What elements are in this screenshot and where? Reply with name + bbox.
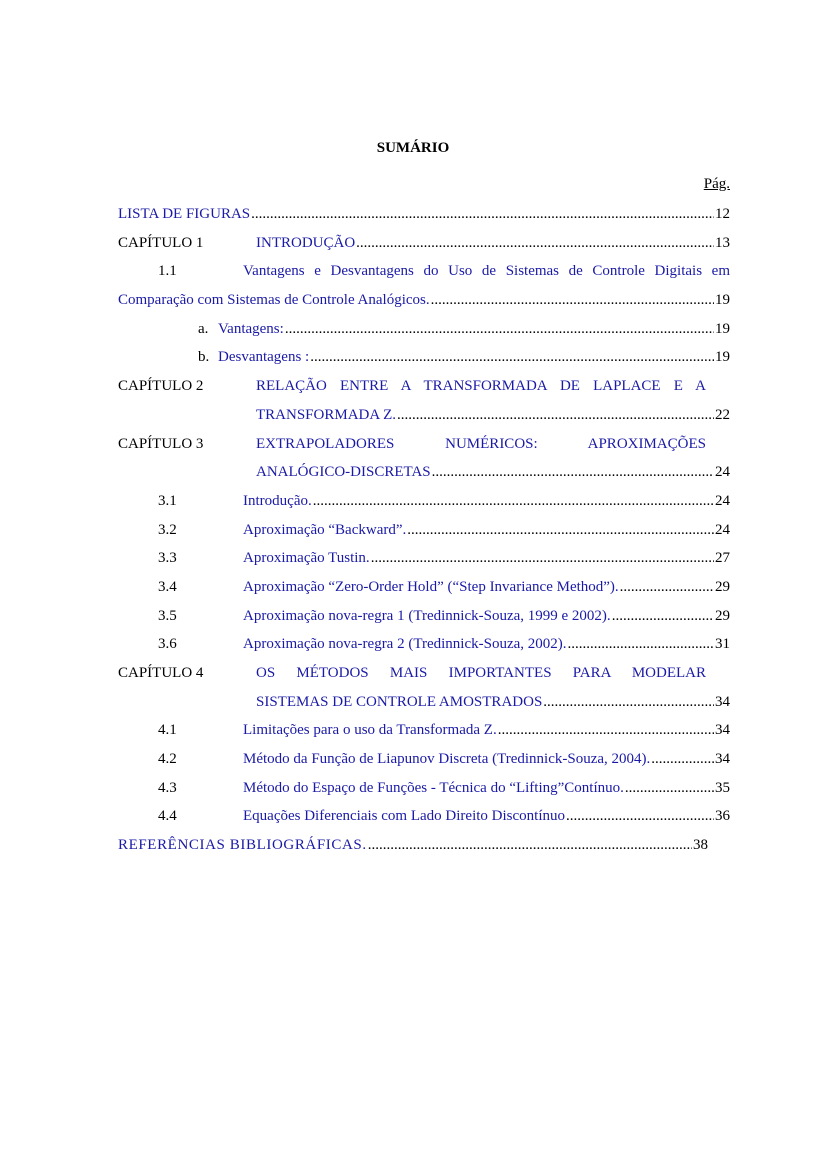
leader-dots xyxy=(251,200,714,229)
toc-link[interactable]: SISTEMAS DE CONTROLE AMOSTRADOS xyxy=(256,693,543,710)
toc-section-number: 3.5 xyxy=(158,607,177,624)
toc-entry-capitulo-4 xyxy=(118,659,730,688)
toc-entry-vantagens xyxy=(118,315,730,344)
toc-entry-capitulo-3 xyxy=(118,430,730,459)
toc-page-number: 34 xyxy=(715,751,730,768)
toc-link[interactable]: REFERÊNCIAS BIBLIOGRÁFICAS. xyxy=(118,837,367,854)
leader-dots xyxy=(620,573,714,602)
toc-page-number: 38 xyxy=(693,837,708,854)
page-title: SUMÁRIO xyxy=(376,140,450,156)
toc-link[interactable]: TRANSFORMADA Z. xyxy=(256,406,397,423)
toc-page-number: 19 xyxy=(715,292,730,309)
toc-entry-capitulo-4-continued xyxy=(118,688,730,717)
toc-link[interactable]: Desvantagens : xyxy=(218,349,310,366)
toc-entry-capitulo-1 xyxy=(118,229,730,258)
toc-item-letter: b. xyxy=(198,349,210,366)
leader-dots xyxy=(397,401,714,430)
toc-entry-4-1 xyxy=(118,716,730,745)
toc-entry-3-2 xyxy=(118,516,730,545)
toc-link[interactable]: Aproximação “Backward”. xyxy=(243,521,407,538)
toc-section-number: 4.2 xyxy=(158,751,177,768)
toc-entry-3-6 xyxy=(118,630,730,659)
toc-link[interactable]: EXTRAPOLADORES NUMÉRICOS: APROXIMAÇÕES xyxy=(256,435,706,452)
toc-entry-3-5 xyxy=(118,602,730,631)
leader-dots xyxy=(310,343,714,372)
toc-section-number: 3.3 xyxy=(158,550,177,567)
table-of-contents xyxy=(118,200,730,860)
toc-chapter-number: CAPÍTULO 3 xyxy=(118,435,204,452)
toc-section-number: 4.3 xyxy=(158,779,177,796)
toc-entry-3-4 xyxy=(118,573,730,602)
toc-link[interactable]: Introdução. xyxy=(243,492,312,509)
toc-entry-3-3 xyxy=(118,544,730,573)
leader-dots xyxy=(371,544,714,573)
toc-section-number: 3.6 xyxy=(158,636,177,653)
leader-dots xyxy=(285,315,714,344)
toc-section-number: 3.2 xyxy=(158,521,177,538)
leader-dots xyxy=(568,630,714,659)
toc-chapter-number: CAPÍTULO 4 xyxy=(118,665,204,681)
leader-dots xyxy=(651,745,714,774)
toc-page-number: 34 xyxy=(715,722,730,739)
toc-section-number: 4.4 xyxy=(158,808,177,825)
toc-page-number: 13 xyxy=(715,234,730,251)
toc-entry-capitulo-2-continued xyxy=(118,401,730,430)
toc-page-number: 31 xyxy=(715,636,730,653)
toc-link[interactable]: Comparação com Sistemas de Controle Analógicos. xyxy=(118,292,430,309)
toc-link[interactable]: ANALÓGICO-DISCRETAS xyxy=(256,464,431,481)
leader-dots xyxy=(313,487,714,516)
toc-section-number: 4.1 xyxy=(158,722,177,739)
toc-page-number: 24 xyxy=(715,521,730,538)
toc-page-number: 19 xyxy=(715,320,730,337)
toc-page-number: 24 xyxy=(715,464,730,481)
toc-page-number: 34 xyxy=(715,693,730,710)
toc-entry-referencias xyxy=(118,831,730,860)
page-column-label: Pág. xyxy=(703,176,730,192)
toc-link[interactable]: Vantagens e Desvantagens do Uso de Sistemas de Controle Digitais em xyxy=(243,263,730,280)
toc-chapter-number: CAPÍTULO 2 xyxy=(118,378,204,395)
toc-link[interactable]: Aproximação Tustin. xyxy=(243,550,370,567)
toc-entry-capitulo-3-continued xyxy=(118,458,730,487)
leader-dots xyxy=(356,229,714,258)
leader-dots xyxy=(431,286,714,315)
leader-dots xyxy=(498,716,714,745)
toc-link[interactable]: INTRODUÇÃO xyxy=(256,234,356,251)
toc-item-letter: a. xyxy=(198,320,209,337)
toc-chapter-number: CAPÍTULO 1 xyxy=(118,234,204,251)
toc-entry-4-2 xyxy=(118,745,730,774)
toc-entry-desvantagens xyxy=(118,343,730,372)
toc-page-number: 24 xyxy=(715,492,730,509)
toc-link[interactable]: Método da Função de Liapunov Discreta (Tredinnick-Souza, 2004). xyxy=(243,751,651,768)
toc-entry-capitulo-2 xyxy=(118,372,730,401)
toc-link[interactable]: Método do Espaço de Funções - Técnica do “Lifting”Contínuo. xyxy=(243,779,624,796)
leader-dots xyxy=(543,688,714,717)
toc-link[interactable]: RELAÇÃO ENTRE A TRANSFORMADA DE LAPLACE E A xyxy=(256,378,706,395)
leader-dots xyxy=(407,516,714,545)
leader-dots xyxy=(566,802,714,831)
toc-link[interactable]: Equações Diferenciais com Lado Direito Discontínuo xyxy=(243,808,565,825)
toc-link[interactable]: Aproximação nova-regra 1 (Tredinnick-Souza, 1999 e 2002). xyxy=(243,607,611,624)
toc-entry-4-3 xyxy=(118,774,730,803)
toc-link[interactable]: Vantagens: xyxy=(218,320,284,337)
toc-section-number: 3.4 xyxy=(158,578,177,595)
leader-dots xyxy=(368,831,692,860)
leader-dots xyxy=(432,458,714,487)
leader-dots xyxy=(625,774,714,803)
toc-entry-1-1-continued xyxy=(118,286,730,315)
toc-link[interactable]: Aproximação nova-regra 2 (Tredinnick-Souza, 2002). xyxy=(243,636,567,653)
toc-page-number: 27 xyxy=(715,550,730,567)
toc-page-number: 36 xyxy=(715,808,730,825)
toc-entry-1-1 xyxy=(118,257,730,286)
toc-link[interactable]: Limitações para o uso da Transformada Z. xyxy=(243,722,497,739)
toc-entry-3-1 xyxy=(118,487,730,516)
leader-dots xyxy=(612,602,714,631)
toc-page-number: 29 xyxy=(715,607,730,624)
toc-page-number: 35 xyxy=(715,779,730,796)
toc-link[interactable]: LISTA DE FIGURAS xyxy=(118,206,251,222)
toc-entry-4-4 xyxy=(118,802,730,831)
toc-entry-lista-de-figuras xyxy=(118,200,730,229)
toc-section-number: 1.1 xyxy=(158,263,177,280)
toc-page-number: 19 xyxy=(715,349,730,366)
toc-section-number: 3.1 xyxy=(158,492,177,509)
toc-link[interactable]: Aproximação “Zero-Order Hold” (“Step Invariance Method”). xyxy=(243,578,619,595)
toc-link[interactable]: OS MÉTODOS MAIS IMPORTANTES PARA MODELAR xyxy=(256,665,706,681)
toc-page-number: 29 xyxy=(715,578,730,595)
toc-page-number: 22 xyxy=(715,406,730,423)
toc-page-number: 12 xyxy=(715,206,730,222)
